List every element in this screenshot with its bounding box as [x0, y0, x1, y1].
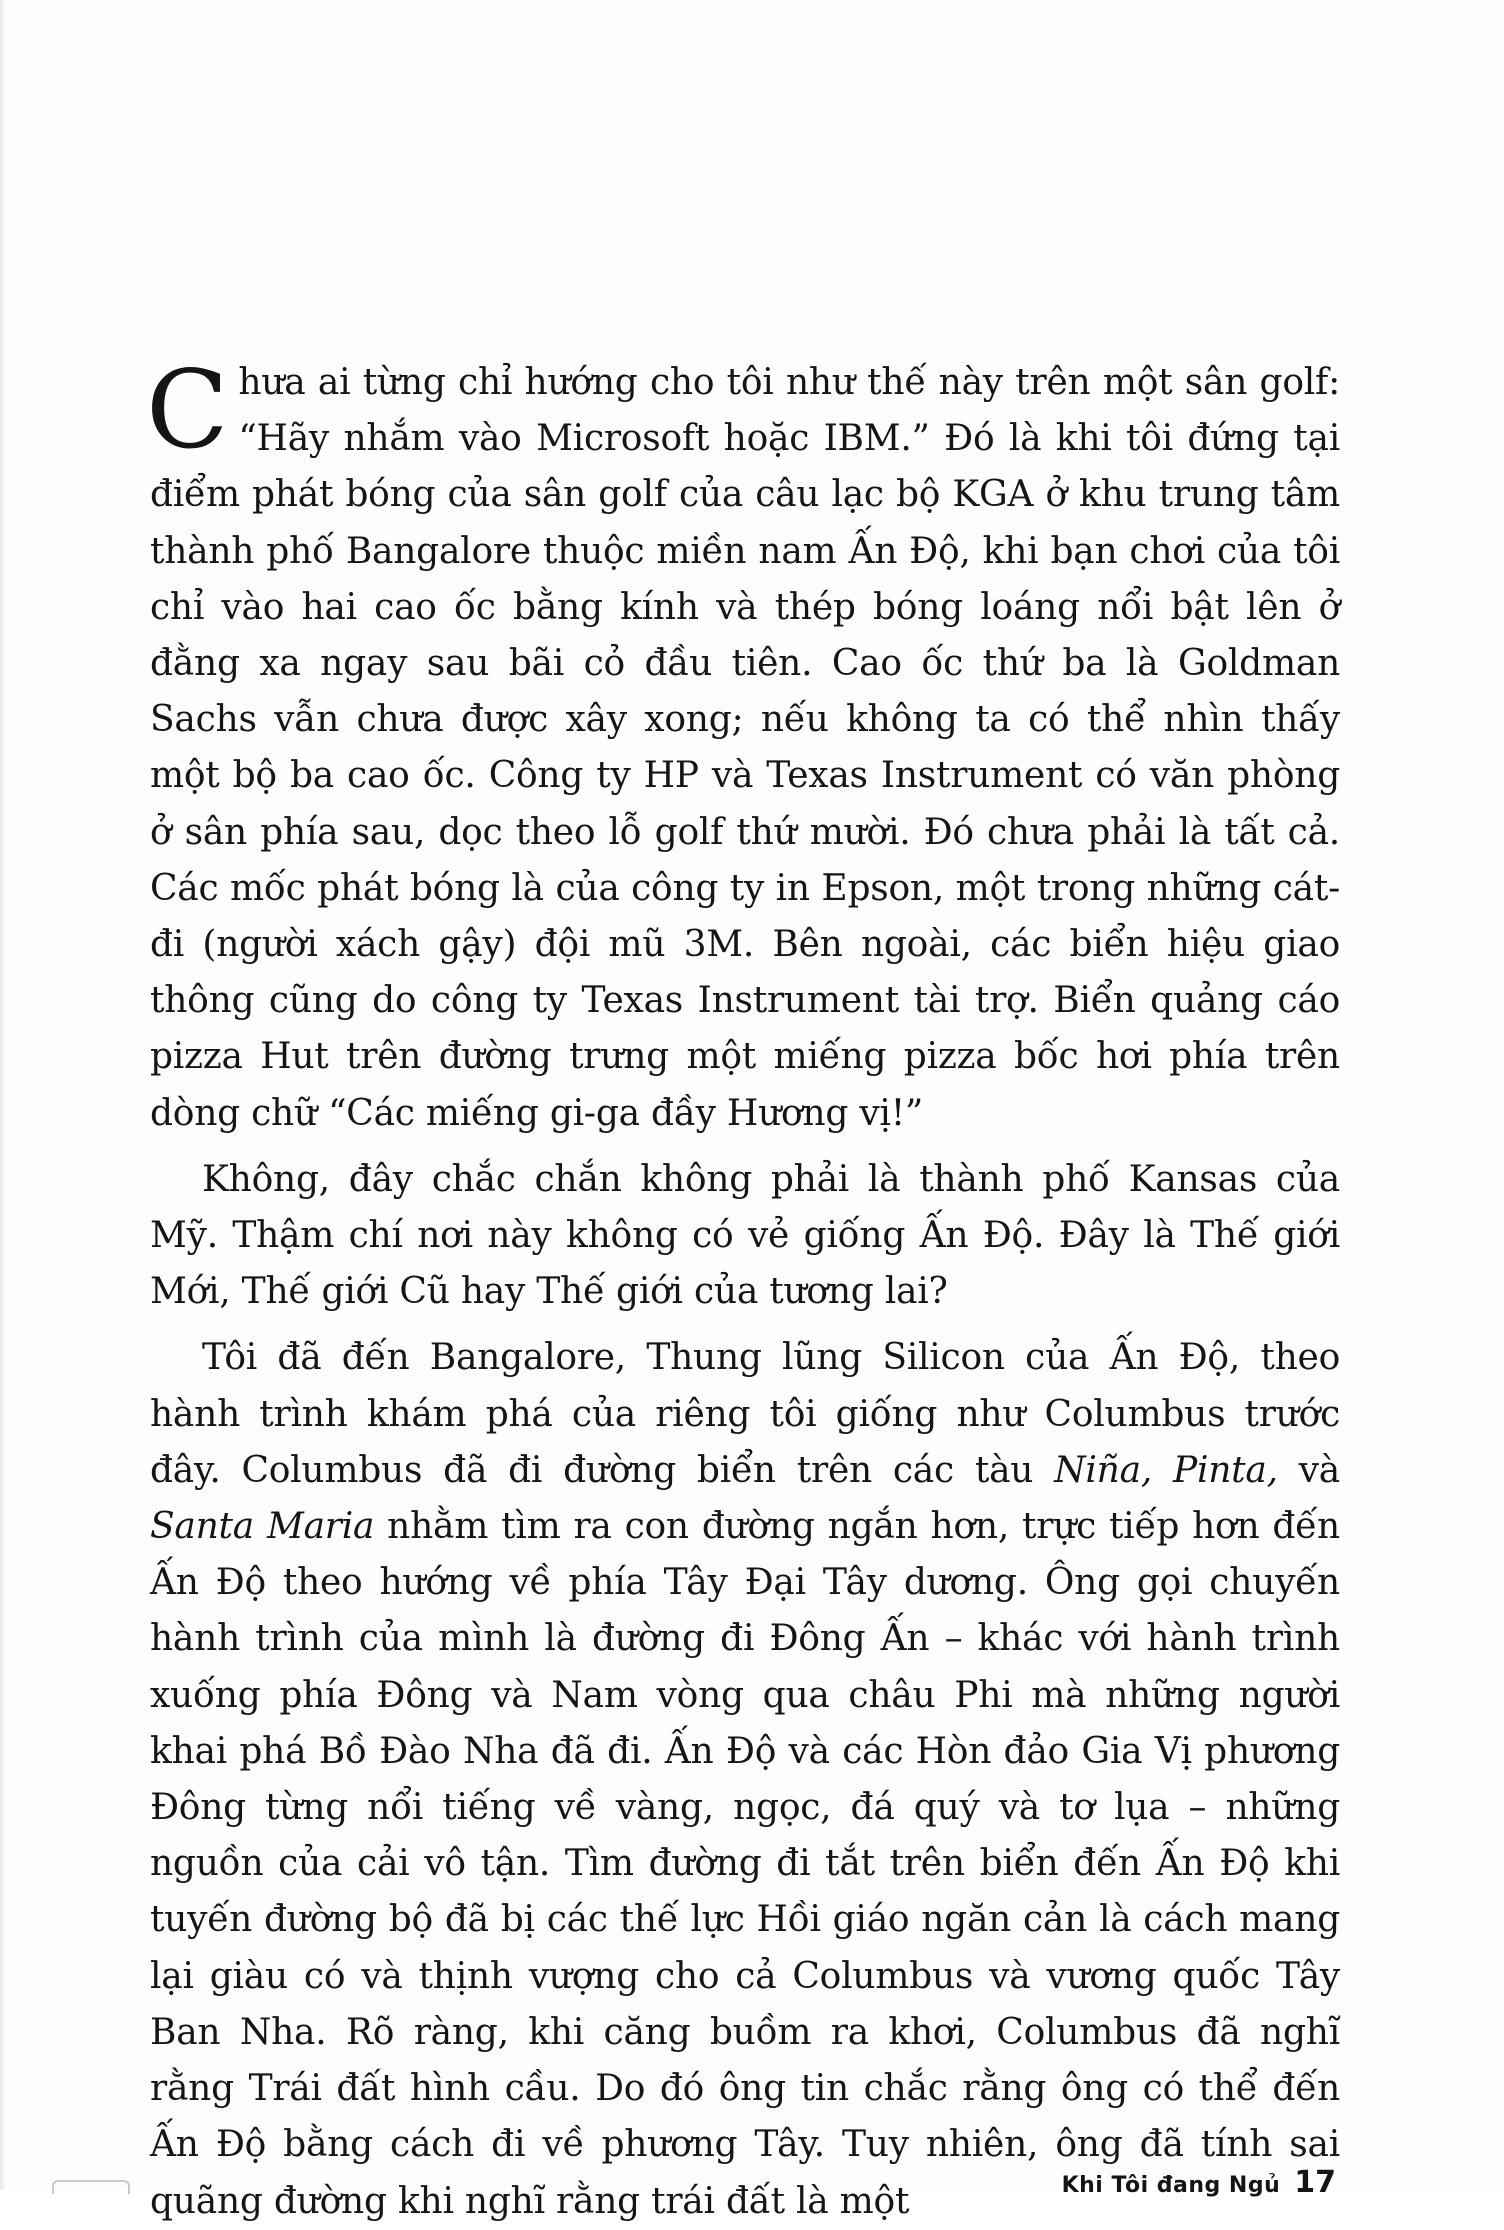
paragraph-1 [146, 348, 1340, 1142]
drop-cap: C [146, 348, 229, 473]
ship-name-nina-pinta: Niña, Pinta, [1054, 1449, 1278, 1491]
page-binding-edge [0, 0, 6, 2190]
scan-corner-mark [52, 2180, 130, 2194]
page-number: 17 [1294, 2165, 1336, 2200]
paragraph-3-segment: nhằm tìm ra con đường ngắn hơn, trực tiếp hơn đến Ấn Độ theo hướng về phía Tây Đại Tây dương. Ông gọi chuyến hành trình của mình là đường đi Đông Ấn – khác với hành trình xuống phía Đông và Nam vòng qua châu Phi mà những người khai phá Bồ Đào Nha đã đi. Ấn Độ và các Hòn đảo Gia Vị phương Đông từng nổi tiếng về vàng, ngọc, đá quý và tơ lụa – những nguồn của cải vô tận. Tìm đường đi tắt trên biển đến Ấn Độ khi tuyến đường bộ đã bị các thế lực Hồi giáo ngăn cản là cách mang lại giàu có và thịnh vượng cho cả Columbus và vương quốc Tây Ban Nha. Rõ ràng, khi căng buồm ra khơi, Columbus đã nghĩ rằng Trái đất hình cầu. Do đó ông tin chắc rằng ông có thể đến Ấn Độ bằng cách đi về phương Tây. Tuy nhiên, ông đã tính sai quãng đường khi nghĩ rằng trái đất là một [150, 1506, 1340, 2222]
ship-name-santa-maria: Santa Maria [150, 1506, 375, 1548]
running-title: Khi Tôi đang Ngủ [1061, 2173, 1281, 2198]
paragraph-2: Không, đây chắc chắn không phải là thành phố Kansas của Mỹ. Thậm chí nơi này không có vẻ giống Ấn Độ. Đây là Thế giới Mới, Thế giới Cũ hay Thế giới của tương lai? [150, 1158, 1340, 1313]
body-text [146, 348, 1341, 2230]
page-footer [1062, 2165, 1336, 2200]
paragraph-3 [150, 1330, 1340, 2229]
paragraph-3-segment: và [1277, 1449, 1341, 1491]
paragraph-1-text: hưa ai từng chỉ hướng cho tôi như thế này trên một sân golf: “Hãy nhắm vào Microsoft hoặc IBM.” Đó là khi tôi đứng tại điểm phát bóng của sân golf của câu lạc bộ KGA ở khu trung tâm thành phố Bangalore thuộc miền nam Ấn Độ, khi bạn chơi của tôi chỉ vào hai cao ốc bằng kính và thép bóng loáng nổi bật lên ở đằng xa ngay sau bãi cỏ đầu tiên. Cao ốc thứ ba là Goldman Sachs vẫn chưa được xây xong; nếu không ta có thể nhìn thấy một bộ ba cao ốc. Công ty HP và Texas Instrument có văn phòng ở sân phía sau, dọc theo lỗ golf thứ mười. Đó chưa phải là tất cả. Các mốc phát bóng là của công ty in Epson, một trong những cát-đi (người xách gậy) đội mũ 3M. Bên ngoài, các biển hiệu giao thông cũng do công ty Texas Instrument tài trợ. Biển quảng cáo pizza Hut trên đường trưng một miếng pizza bốc hơi phía trên dòng chữ “Các miếng gi-ga đầy Hương vị!” [150, 362, 1340, 1134]
paragraph-3-segment: Tôi đã đến Bangalore, Thung lũng Silicon của Ấn Độ, theo hành trình khám phá của riêng tôi giống như Columbus trước đây. Columbus đã đi đường biển trên các tàu [150, 1337, 1340, 1491]
